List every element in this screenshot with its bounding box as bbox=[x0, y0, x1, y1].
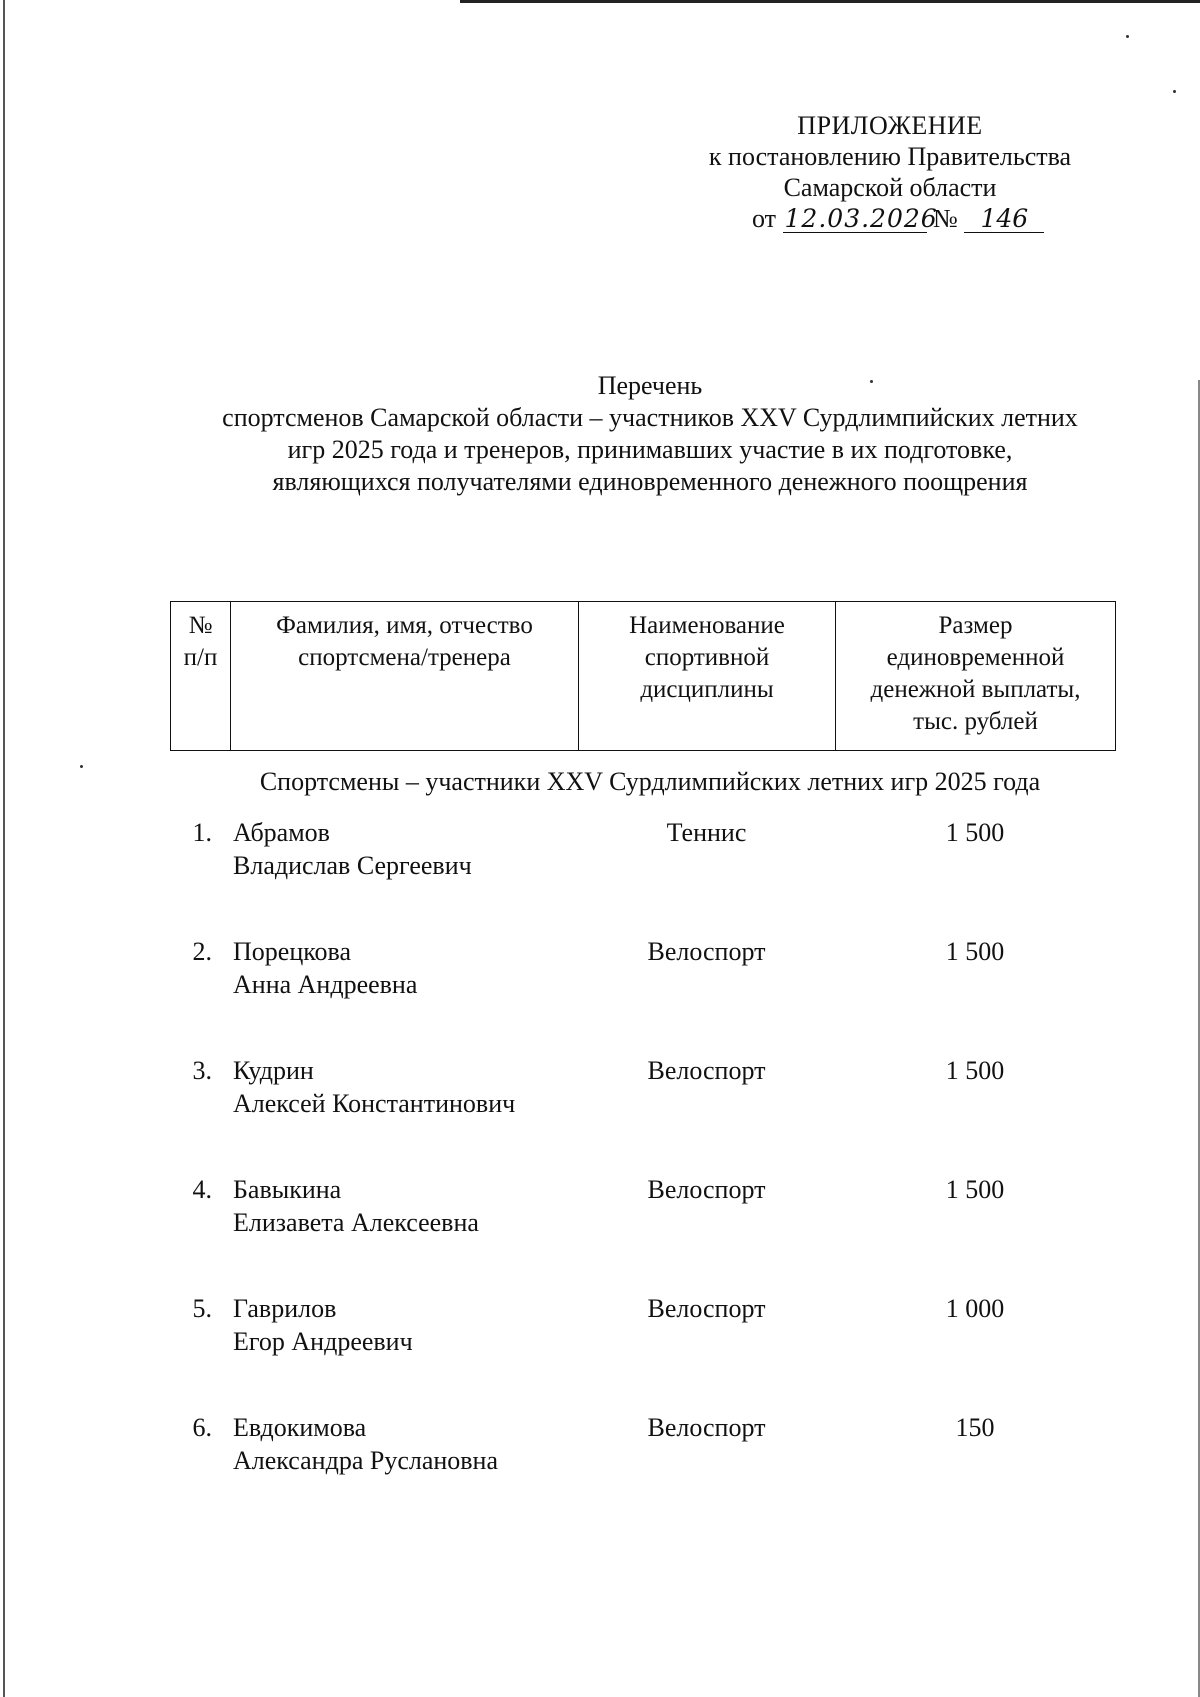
from-label: от bbox=[752, 204, 777, 233]
row-surname: Бавыкина bbox=[233, 1175, 342, 1204]
table-row bbox=[0, 1411, 1200, 1530]
title-line-1: Перечень bbox=[597, 371, 703, 400]
appendix-line-2: Самарской области bbox=[783, 173, 997, 202]
header-cell-name bbox=[231, 602, 579, 750]
row-given-name: Александра Руслановна bbox=[233, 1446, 499, 1475]
row-discipline: Велоспорт bbox=[647, 937, 766, 966]
row-name bbox=[233, 1292, 593, 1358]
header-text: № bbox=[188, 612, 213, 639]
row-amount: 1 000 bbox=[945, 1294, 1005, 1323]
row-amount: 150 bbox=[955, 1413, 995, 1442]
row-surname: Кудрин bbox=[233, 1056, 314, 1085]
row-discipline: Велоспорт bbox=[647, 1175, 766, 1204]
row-given-name: Алексей Константинович bbox=[233, 1089, 516, 1118]
row-number: 1. bbox=[192, 818, 212, 847]
row-discipline: Велоспорт bbox=[647, 1413, 766, 1442]
title-line-4: являющихся получателями единовременного денежного поощрения bbox=[272, 467, 1028, 496]
table-row bbox=[0, 1292, 1200, 1411]
row-given-name: Владислав Сергеевич bbox=[233, 851, 472, 880]
row-name bbox=[233, 1411, 593, 1477]
scan-edge-top bbox=[460, 0, 1200, 3]
row-discipline: Теннис bbox=[666, 818, 747, 847]
appendix-block bbox=[660, 110, 1120, 234]
document-title bbox=[150, 370, 1150, 498]
row-amount: 1 500 bbox=[945, 1056, 1005, 1085]
row-surname: Абрамов bbox=[233, 818, 330, 847]
scan-speck bbox=[80, 765, 83, 768]
row-number: 3. bbox=[192, 1056, 212, 1085]
handwritten-date: 12.03.2026 bbox=[784, 204, 938, 233]
table-row bbox=[0, 1054, 1200, 1173]
decree-reference bbox=[660, 203, 1120, 234]
row-given-name: Анна Андреевна bbox=[233, 970, 418, 999]
table-row bbox=[0, 935, 1200, 1054]
title-line-2: спортсменов Самарской области – участников XXV Сурдлимпийских летних bbox=[222, 403, 1078, 432]
header-text: дисциплины bbox=[640, 676, 774, 703]
title-line-3: игр 2025 года и тренеров, принимавших участие в их подготовке, bbox=[287, 435, 1013, 464]
scan-speck bbox=[1126, 35, 1129, 38]
row-given-name: Елизавета Алексеевна bbox=[233, 1208, 479, 1237]
handwritten-number: 146 bbox=[964, 206, 1044, 233]
table-row bbox=[0, 1173, 1200, 1292]
header-cell-discipline bbox=[579, 602, 836, 750]
scan-speck bbox=[1173, 90, 1176, 93]
header-text: спортсмена/тренера bbox=[298, 644, 511, 671]
header-text: Размер bbox=[938, 612, 1013, 639]
row-amount: 1 500 bbox=[945, 1175, 1005, 1204]
header-cell-amount bbox=[836, 602, 1115, 750]
header-text: спортивной bbox=[644, 644, 770, 671]
row-number: 2. bbox=[192, 937, 212, 966]
row-discipline: Велоспорт bbox=[647, 1056, 766, 1085]
header-text: Наименование bbox=[629, 612, 785, 639]
row-number: 4. bbox=[192, 1175, 212, 1204]
row-surname: Евдокимова bbox=[233, 1413, 367, 1442]
row-name bbox=[233, 1054, 593, 1120]
number-label: № bbox=[933, 204, 958, 233]
row-number: 6. bbox=[192, 1413, 212, 1442]
table-header bbox=[170, 601, 1116, 751]
appendix-line-1: к постановлению Правительства bbox=[708, 142, 1072, 171]
section-heading: Спортсмены – участники XXV Сурдлимпийских летних игр 2025 года bbox=[259, 767, 1041, 796]
row-surname: Гаврилов bbox=[233, 1294, 337, 1323]
row-number: 5. bbox=[192, 1294, 212, 1323]
row-name bbox=[233, 935, 593, 1001]
header-text: п/п bbox=[183, 644, 218, 671]
header-text: тыс. рублей bbox=[913, 708, 1038, 735]
header-cell-number bbox=[171, 602, 231, 750]
row-amount: 1 500 bbox=[945, 937, 1005, 966]
row-discipline: Велоспорт bbox=[647, 1294, 766, 1323]
athlete-list bbox=[0, 816, 1200, 1530]
table-row bbox=[0, 816, 1200, 935]
row-given-name: Егор Андреевич bbox=[233, 1327, 413, 1356]
header-text: денежной выплаты, bbox=[870, 676, 1081, 703]
row-surname: Порецкова bbox=[233, 937, 352, 966]
row-amount: 1 500 bbox=[945, 818, 1005, 847]
header-text: единовременной bbox=[886, 644, 1065, 671]
header-text: Фамилия, имя, отчество bbox=[276, 612, 533, 639]
row-name bbox=[233, 1173, 593, 1239]
appendix-title: ПРИЛОЖЕНИЕ bbox=[797, 111, 983, 140]
row-name bbox=[233, 816, 593, 882]
